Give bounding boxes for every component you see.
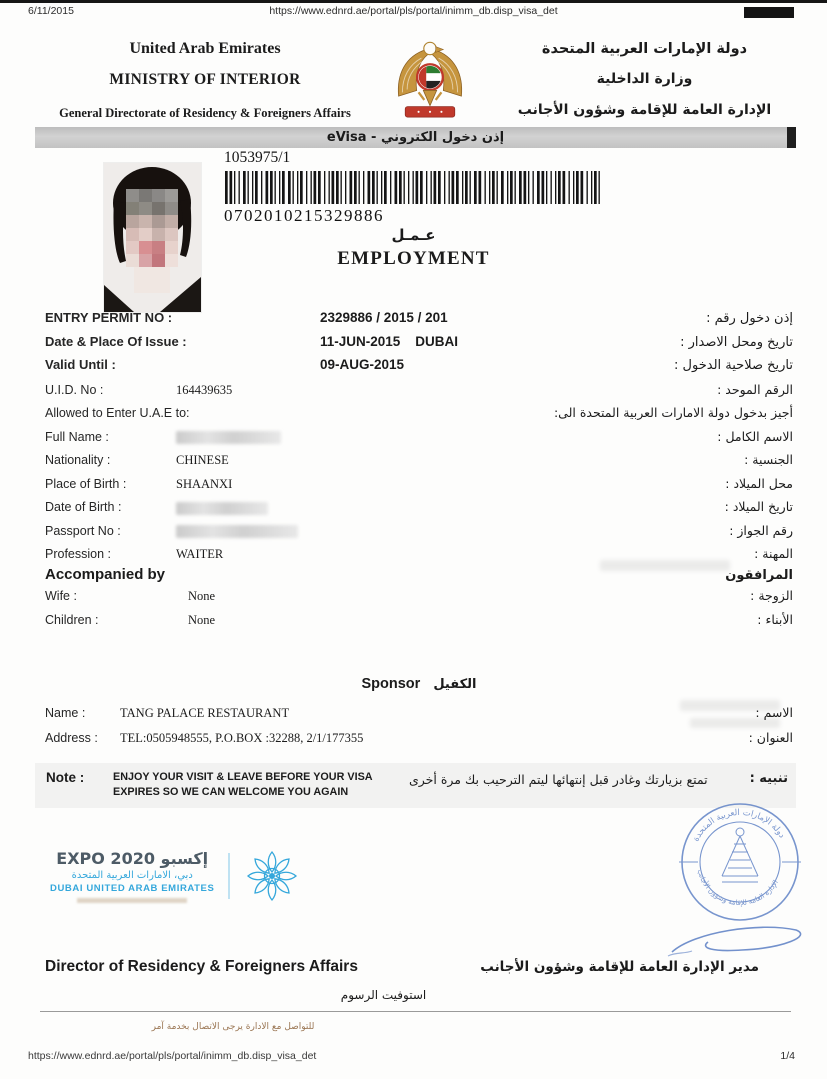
page-number: 1/4 <box>780 1050 795 1062</box>
uae-emblem-icon <box>370 36 490 122</box>
visa-type-english: EMPLOYMENT <box>337 248 490 269</box>
letterhead-arabic <box>490 36 799 118</box>
svg-text:الإدارة العامة للإقامة وشؤون ا <box>696 868 780 907</box>
stamp-falcon-icon <box>722 828 758 882</box>
field-label-en: Date & Place Of Issue : <box>45 333 187 349</box>
field-label-en: Profession : <box>45 547 112 561</box>
bleed-through-artifact <box>680 700 780 711</box>
field-label-ar: الجنسية : <box>744 452 793 467</box>
field-value: SHAANXI <box>176 476 233 491</box>
director-line <box>45 958 793 976</box>
field-label-ar: الاسم : <box>755 705 793 720</box>
field-row-allowed <box>45 405 793 429</box>
field-row-full-name <box>45 429 793 453</box>
note-line-1: ENJOY YOUR VISIT & LEAVE BEFORE YOUR VISA <box>113 771 373 783</box>
directorate-name-ar: الإدارة العامة للإقامة وشؤون الأجانب <box>517 102 772 118</box>
field-value: TEL:0505948555, P.O.BOX :32288, 2/1/177355 <box>120 731 364 745</box>
field-label-ar: تاريخ ومحل الاصدار : <box>680 334 793 350</box>
expo2020-logo <box>50 848 300 904</box>
field-row-children <box>45 612 793 636</box>
official-stamp <box>676 800 804 933</box>
field-row-valid-until <box>45 357 793 381</box>
bleed-through-artifact <box>690 718 780 728</box>
ministry-name-en: MINISTRY OF INTERIOR <box>109 71 301 88</box>
field-label-en: Passport No : <box>45 523 121 538</box>
redaction-blur <box>176 431 281 444</box>
field-label-en: Children : <box>45 612 99 627</box>
country-name-ar: دولة الإمارات العربية المتحدة <box>541 41 748 57</box>
expo-candidate-line <box>77 898 187 903</box>
sponsor-section <box>45 676 793 755</box>
evisa-title-text: eVisa - إذن دخول الكتروني <box>326 130 505 145</box>
barcode-icon <box>224 171 609 204</box>
field-label-ar: المهنة : <box>754 546 793 561</box>
field-label-ar: إذن دخول رقم : <box>706 311 793 326</box>
field-value: TANG PALACE RESTAURANT <box>120 706 290 720</box>
barcode-block <box>224 149 609 226</box>
field-row-nationality <box>45 452 793 476</box>
field-label-en: Valid Until : <box>45 357 116 372</box>
stamp-ring-text-top: دولة الإمارات العربية المتحدة <box>691 807 787 844</box>
director-title-ar: مدير الإدارة العامة للإقامة وشؤون الأجانب <box>480 959 759 975</box>
field-value: WAITER <box>176 547 224 561</box>
field-value: 2329886 / 2015 / 201 <box>320 310 448 325</box>
country-name-en: United Arab Emirates <box>129 40 281 57</box>
field-label-ar: الزوجة : <box>750 588 793 603</box>
field-label-ar: الرقم الموحد : <box>717 381 793 397</box>
field-value: None <box>188 589 216 603</box>
visa-type-arabic: عـمـل <box>391 226 436 244</box>
note-label-en: Note : <box>46 770 85 785</box>
field-row-date-of-birth <box>45 499 793 523</box>
field-label-ar: الأبناء : <box>757 611 793 627</box>
letterhead <box>40 36 799 122</box>
field-label-en: U.I.D. No : <box>45 382 104 397</box>
field-value: None <box>188 612 216 627</box>
directorate-name-en: General Directorate of Residency & Foreigners Affairs <box>59 106 351 120</box>
redaction-blur <box>176 502 268 515</box>
field-value: CHINESE <box>176 453 229 467</box>
field-row-passport <box>45 523 793 547</box>
field-label-en: Date of Birth : <box>45 500 122 514</box>
note-text-ar: تمتع بزيارتك وغادر قبل إنتهائها ليتم الترحيب بك مرة أخرى <box>409 772 708 787</box>
sponsor-title-en: Sponsor <box>361 676 421 692</box>
expo-subtitle-en: DUBAI UNITED ARAB EMIRATES <box>50 883 215 894</box>
field-value: 09-AUG-2015 <box>320 357 405 372</box>
fees-paid-text: استوفيت الرسوم <box>340 988 427 1002</box>
field-value: 11-JUN-2015 DUBAI <box>320 333 459 349</box>
field-label-en: Full Name : <box>45 429 109 444</box>
letterhead-english <box>40 36 370 121</box>
director-title-en: Director of Residency & Foreigners Affairs <box>45 958 358 975</box>
stamp-ring-text-bottom: الإدارة العامة للإقامة وشؤون الأجانب <box>695 868 780 908</box>
field-label-ar: محل الميلاد : <box>725 475 793 491</box>
field-row-issue <box>45 334 793 358</box>
field-row-place-of-birth <box>45 476 793 500</box>
field-label-ar: رقم الجواز : <box>729 522 793 538</box>
field-row-wife <box>45 588 793 612</box>
bleed-through-artifact <box>600 560 730 571</box>
field-label-en: Name : <box>45 706 86 720</box>
expo-title: EXPO 2020 إكسبو <box>56 849 209 868</box>
note-line-2: EXPIRES SO WE CAN WELCOME YOU AGAIN <box>113 785 349 798</box>
field-label-en: ENTRY PERMIT NO : <box>45 310 173 325</box>
evisa-title-banner <box>35 127 796 148</box>
field-value-redacted <box>176 500 268 515</box>
contact-note-ar: للتواصل مع الادارة يرجى الاتصال بخدمة آمر <box>151 1022 315 1032</box>
field-label-ar: تاريخ صلاحية الدخول : <box>674 358 793 373</box>
sponsor-header <box>45 676 793 692</box>
ministry-name-ar: وزارة الداخلية <box>596 71 693 87</box>
field-label-ar: أجيز بدخول دولة الامارات العربية المتحدة الى: <box>553 405 793 420</box>
footer-divider <box>40 1011 791 1012</box>
expo-subtitle-ar: دبي، الامارات العربية المتحدة <box>71 870 193 881</box>
field-label-en: Place of Birth : <box>45 476 127 491</box>
visa-type <box>0 226 827 270</box>
field-row-entry-permit <box>45 310 793 334</box>
field-label-ar: العنوان : <box>748 730 793 745</box>
expo2020-wordmark <box>50 849 214 903</box>
field-value-redacted <box>176 524 298 539</box>
field-label-ar: الاسم الكامل : <box>717 428 793 444</box>
field-row-sponsor-address <box>45 730 793 755</box>
redaction-blur <box>176 525 298 538</box>
print-date: 6/11/2015 <box>28 5 74 17</box>
footer-url: https://www.ednrd.ae/portal/pls/portal/inimm_db.disp_visa_det <box>28 1050 317 1062</box>
accompanied-section <box>45 566 793 635</box>
field-value-redacted <box>176 430 281 445</box>
field-value: 164439635 <box>176 382 233 397</box>
note-text-en <box>113 770 405 799</box>
barcode-number: 0702010215329886 <box>224 206 384 225</box>
field-label-en: Allowed to Enter U.A.E to: <box>45 406 190 420</box>
field-label-ar: تاريخ الميلاد : <box>724 499 793 514</box>
sponsor-title-ar: الكفيل <box>433 677 477 692</box>
accompanied-title-en: Accompanied by <box>45 566 166 583</box>
browser-print-url: https://www.ednrd.ae/portal/pls/portal/inimm_db.disp_visa_det <box>269 5 558 17</box>
scan-edge-artifact <box>0 0 827 3</box>
note-label-ar: تنبيه : <box>749 771 788 786</box>
accompanied-title-ar: المرافقون <box>725 568 793 583</box>
field-label-en: Nationality : <box>45 453 111 467</box>
field-label-en: Wife : <box>45 589 77 603</box>
expo-divider <box>228 853 230 899</box>
visa-fields <box>45 310 793 570</box>
field-label-en: Address : <box>45 731 98 745</box>
field-row-uid <box>45 382 793 406</box>
expo-rosette-icon <box>244 848 300 904</box>
file-number: 1053975/1 <box>224 149 291 166</box>
